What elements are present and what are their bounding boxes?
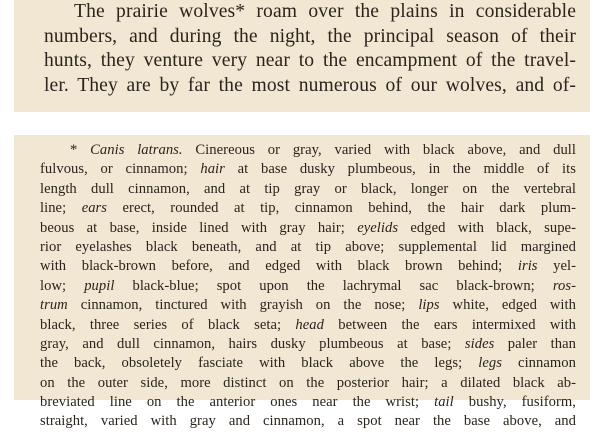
footnote-line: with black-brown before, and edged with black brown behind; iris yel- <box>40 258 576 275</box>
footnote-line: * Canis latrans. Cinereous or gray, varied with black above, and dull <box>70 142 577 158</box>
footnote-line: line; ears erect, rounded at tip, cinnamon behind, the hair dark plum- <box>40 200 576 217</box>
footnote-line: gray, and dull cinnamon, hairs dusky plumbeous at base; sides paler than <box>40 335 576 352</box>
footnote-block <box>14 135 590 430</box>
footnote-line: beous at base, inside lined with gray hair; eyelids edged with black, supe- <box>40 219 576 236</box>
footnote-line: fulvous, or cinnamon; hair at base dusky plumbeous, in the middle of its <box>40 161 576 178</box>
footnote-line: length dull cinnamon, and at tip gray or black, longer on the vertebral <box>40 180 576 197</box>
footnote-line: straight, varied with gray and cinnamon, a spot near the base above, and <box>40 413 576 430</box>
footnote-line: breviated line on the anterior ones near the wrist; tail bushy, fusiform, <box>40 394 576 411</box>
footnote-line: rior eyelashes black beneath, and at tip above; supplemental lid margined <box>40 238 576 255</box>
main-text-line: ler. They are by far the most numerous of our wolves, and of- <box>44 74 576 96</box>
main-text-line: The prairie wolves* roam over the plains in considerable <box>74 1 576 22</box>
main-text-block <box>14 0 590 112</box>
footnote-line: the back, obsoletely fasciate with black above the legs; legs cinnamon <box>40 355 576 372</box>
footnote-line: black, three series of black seta; head between the ears intermixed with <box>40 316 576 333</box>
main-text-line: numbers, and during the night, the principal season of their <box>44 25 576 47</box>
footnote-line: on the outer side, more distinct on the posterior hair; a dilated black ab- <box>40 374 576 391</box>
footnote-line: trum cinnamon, tinctured with grayish on the nose; lips white, edged with <box>40 297 576 314</box>
footnote-line: low; pupil black-blue; spot upon the lachrymal sac black-brown; ros- <box>40 277 576 294</box>
main-text-line: hunts, they venture very near to the encampment of the travel- <box>44 50 576 71</box>
